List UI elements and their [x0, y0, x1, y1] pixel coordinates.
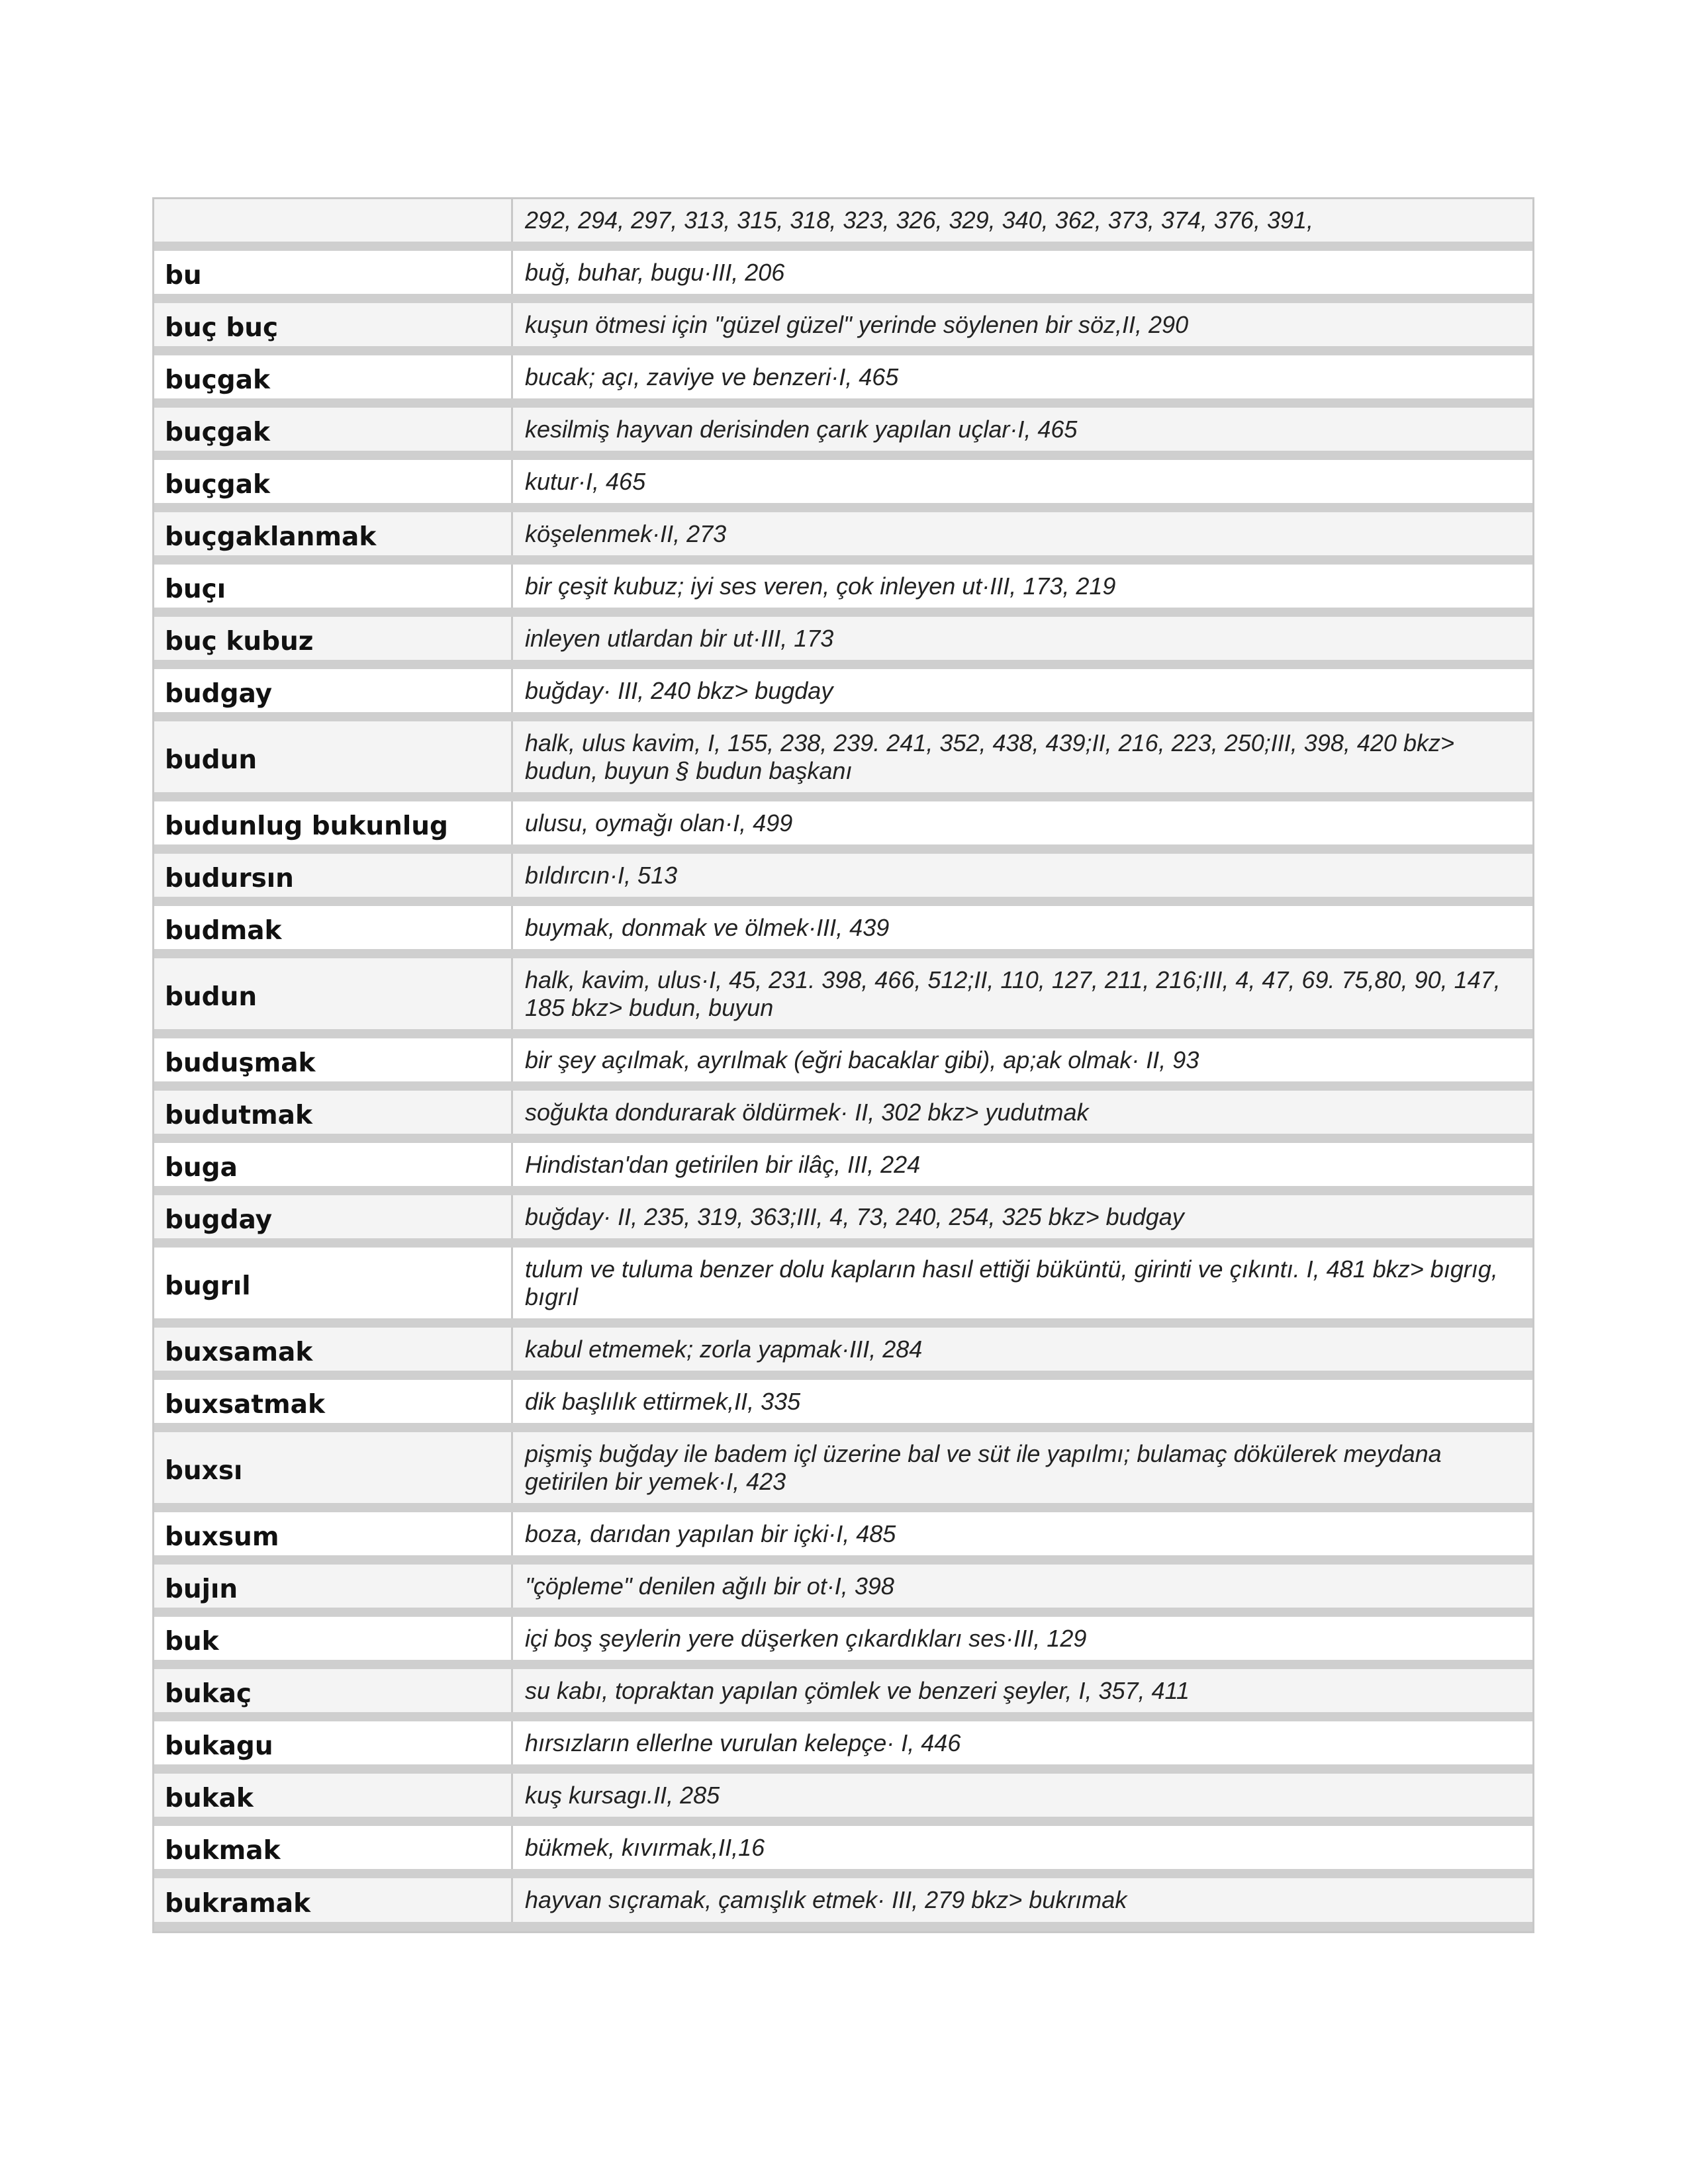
table-row	[154, 1328, 1532, 1380]
table-row	[154, 1038, 1532, 1091]
table-row	[154, 1774, 1532, 1826]
entry-definition: inleyen utlardan bir ut·III, 173	[513, 617, 1532, 660]
table-row	[154, 1380, 1532, 1432]
entry-definition: buğday· II, 235, 319, 363;III, 4, 73, 240, 254, 325 bkz> budgay	[513, 1195, 1532, 1238]
table-row	[154, 906, 1532, 958]
entry-definition: kesilmiş hayvan derisinden çarık yapılan uçlar·I, 465	[513, 408, 1532, 451]
entry-term: bugday	[154, 1195, 513, 1238]
entry-term: budunlug bukunlug	[154, 801, 513, 844]
table-row	[154, 1512, 1532, 1565]
entry-term: buç kubuz	[154, 617, 513, 660]
entry-term: buxsum	[154, 1512, 513, 1555]
entry-definition: buğ, buhar, bugu·III, 206	[513, 251, 1532, 294]
entry-term: bukaç	[154, 1669, 513, 1712]
table-row	[154, 565, 1532, 617]
entry-term: budmak	[154, 906, 513, 949]
entry-term: bukak	[154, 1774, 513, 1817]
table-row	[154, 512, 1532, 565]
table-row	[154, 303, 1532, 355]
entry-definition: hayvan sıçramak, çamışlık etmek· III, 279 bkz> bukrımak	[513, 1878, 1532, 1922]
table-row	[154, 801, 1532, 854]
entry-definition: halk, kavim, ulus·I, 45, 231. 398, 466, 512;II, 110, 127, 211, 216;III, 4, 47, 69. 75,80, 90, 147, 185 bkz> budun, buyun	[513, 958, 1532, 1029]
entry-term: buduşmak	[154, 1038, 513, 1081]
entry-definition: kabul etmemek; zorla yapmak·III, 284	[513, 1328, 1532, 1371]
table-row	[154, 1617, 1532, 1669]
entry-term: buçgak	[154, 355, 513, 398]
table-row	[154, 721, 1532, 801]
entry-term: budursın	[154, 854, 513, 897]
entry-definition: tulum ve tuluma benzer dolu kapların hasıl ettiği büküntü, girinti ve çıkıntı. I, 481 bkz> bıgrıg, bıgrıl	[513, 1248, 1532, 1318]
entry-term: budun	[154, 958, 513, 1029]
entry-definition: ulusu, oymağı olan·I, 499	[513, 801, 1532, 844]
entry-term: bukramak	[154, 1878, 513, 1922]
entry-definition: boza, darıdan yapılan bir içki·I, 485	[513, 1512, 1532, 1555]
entry-term: buçgak	[154, 460, 513, 503]
table-row	[154, 1143, 1532, 1195]
entry-term: budgay	[154, 669, 513, 712]
entry-definition: buymak, donmak ve ölmek·III, 439	[513, 906, 1532, 949]
entry-term: budun	[154, 721, 513, 792]
entry-term: buga	[154, 1143, 513, 1186]
entry-definition: bir çeşit kubuz; iyi ses veren, çok inleyen ut·III, 173, 219	[513, 565, 1532, 608]
entry-term: buç buç	[154, 303, 513, 346]
entry-definition: 292, 294, 297, 313, 315, 318, 323, 326, 329, 340, 362, 373, 374, 376, 391,	[513, 199, 1532, 242]
entry-definition: bıldırcın·I, 513	[513, 854, 1532, 897]
table-row	[154, 355, 1532, 408]
entry-definition: kutur·I, 465	[513, 460, 1532, 503]
entry-definition: halk, ulus kavim, I, 155, 238, 239. 241, 352, 438, 439;II, 216, 223, 250;III, 398, 420 bkz> budun, buyun § budun başkanı	[513, 721, 1532, 792]
entry-term: buxsı	[154, 1432, 513, 1503]
table-row	[154, 1248, 1532, 1328]
table-row	[154, 199, 1532, 251]
table-row	[154, 1195, 1532, 1248]
table-row	[154, 1669, 1532, 1721]
entry-definition: pişmiş buğday ile badem içl üzerine bal ve süt ile yapılmı; bulamaç dökülerek meydana getirilen bir yemek·I, 423	[513, 1432, 1532, 1503]
table-row	[154, 460, 1532, 512]
entry-definition: bir şey açılmak, ayrılmak (eğri bacaklar gibi), ap;ak olmak· II, 93	[513, 1038, 1532, 1081]
entry-term: bugrıl	[154, 1248, 513, 1318]
table-row	[154, 1432, 1532, 1512]
entry-term: budutmak	[154, 1091, 513, 1134]
entry-term: bu	[154, 251, 513, 294]
entry-definition: kuşun ötmesi için "güzel güzel" yerinde söylenen bir söz,II, 290	[513, 303, 1532, 346]
table-row	[154, 617, 1532, 669]
entry-definition: dik başlılık ettirmek,II, 335	[513, 1380, 1532, 1423]
entry-definition: buğday· III, 240 bkz> bugday	[513, 669, 1532, 712]
entry-definition: hırsızların ellerlne vurulan kelepçe· I, 446	[513, 1721, 1532, 1764]
table-row	[154, 1091, 1532, 1143]
table-row	[154, 1878, 1532, 1931]
entry-term: buçgak	[154, 408, 513, 451]
entry-definition: bucak; açı, zaviye ve benzeri·I, 465	[513, 355, 1532, 398]
entry-term	[154, 199, 513, 242]
entry-term: buçı	[154, 565, 513, 608]
table-row	[154, 669, 1532, 721]
table-row	[154, 251, 1532, 303]
entry-term: bujın	[154, 1565, 513, 1608]
table-row	[154, 1565, 1532, 1617]
table-row	[154, 1721, 1532, 1774]
entry-definition: içi boş şeylerin yere düşerken çıkardıkları ses·III, 129	[513, 1617, 1532, 1660]
entry-term: buxsamak	[154, 1328, 513, 1371]
table-row	[154, 408, 1532, 460]
table-row	[154, 1826, 1532, 1878]
table-row	[154, 854, 1532, 906]
entry-term: bukmak	[154, 1826, 513, 1869]
entry-definition: "çöpleme" denilen ağılı bir ot·I, 398	[513, 1565, 1532, 1608]
entry-term: buxsatmak	[154, 1380, 513, 1423]
entry-term: buçgaklanmak	[154, 512, 513, 555]
entry-definition: köşelenmek·II, 273	[513, 512, 1532, 555]
entry-term: bukagu	[154, 1721, 513, 1764]
table-row	[154, 958, 1532, 1038]
entry-definition: Hindistan'dan getirilen bir ilâç, III, 224	[513, 1143, 1532, 1186]
entry-definition: bükmek, kıvırmak,II,16	[513, 1826, 1532, 1869]
entry-definition: kuş kursagı.II, 285	[513, 1774, 1532, 1817]
entry-term: buk	[154, 1617, 513, 1660]
entry-definition: soğukta dondurarak öldürmek· II, 302 bkz> yudutmak	[513, 1091, 1532, 1134]
dictionary-table	[152, 197, 1534, 1933]
entry-definition: su kabı, topraktan yapılan çömlek ve benzeri şeyler, I, 357, 411	[513, 1669, 1532, 1712]
